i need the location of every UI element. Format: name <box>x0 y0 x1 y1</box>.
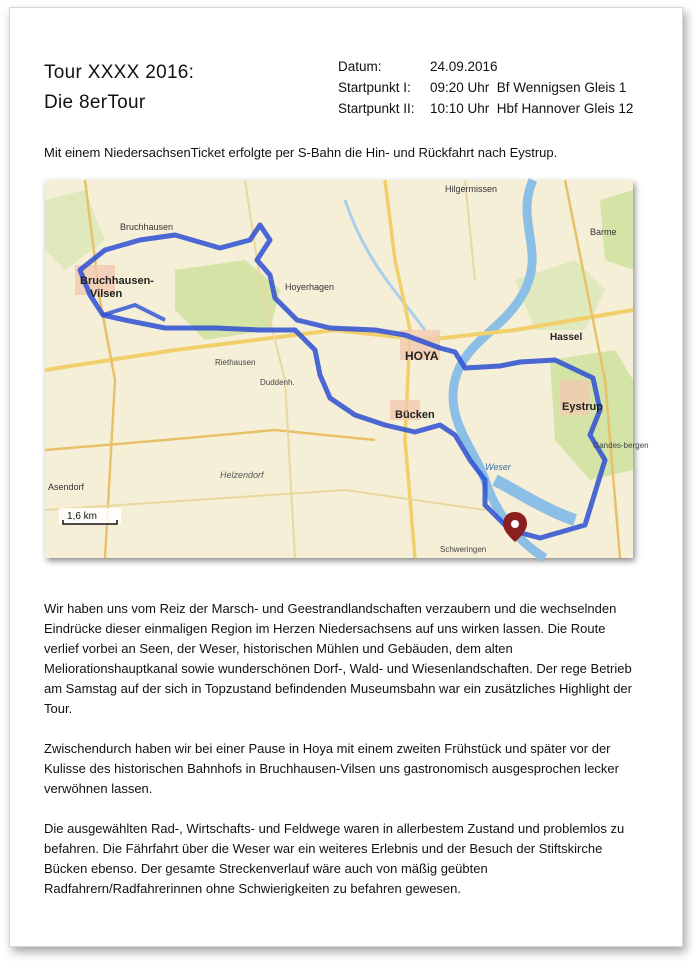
paragraph: Zwischendurch haben wir bei einer Pause in Hoya mit einem zweiten Frühstück und später vor der Kulisse des historischen Bahnhofs in Bruchhausen-Vilsen uns gastronomisch ausgesprochen lecker verwöhnen lassen. <box>44 741 619 796</box>
paragraph: Die ausgewählten Rad-, Wirtschafts- und Feldwege waren in allerbestem Zustand und problemlos zu befahren. Die Fährfahrt über die Weser war ein weiteres Erlebnis und der Besuch der Stiftskirche Bücken ebenso. Der gesamte Streckenverlauf wäre auch von mäßig geübten Radfahrern/Radfahrerinnen ohne Schwierigkeiten zu befahren gewesen. <box>44 821 625 896</box>
tour-title-line2: Die 8erTour <box>44 92 146 113</box>
map-label-weser: Weser <box>485 462 511 472</box>
map-label-hoya: HOYA <box>405 349 439 363</box>
intro-text: Mit einem NiedersachsenTicket erfolgte per S-Bahn die Hin- und Rückfahrt nach Eystrup. <box>44 145 558 160</box>
map-label-riethausen: Riethausen <box>215 358 256 367</box>
paragraph: Wir haben uns vom Reiz der Marsch- und Geestrandlandschaften verzaubern und die wechselnden Eindrücke dieser einmaligen Region im Herzen Niedersachsens auf uns wirken lassen. Die Route verlief vorbei an Seen, der Weser, historischen Mühlen und Gebäuden, dem alten Meliorationshauptkanal sowie wunderschönen Dorf-, Wald- und Wiesenlandschaften. Der rege Betrieb am Samstag auf der sich in Topzustand befindenden Museumsbahn war ein zusätzliches Highlight der Tour. <box>44 601 632 716</box>
meta-value: 24.09.2016 <box>430 59 498 74</box>
meta-key: Datum: <box>338 59 382 74</box>
map-label-hassel: Hassel <box>550 332 583 343</box>
body-text <box>44 599 634 919</box>
route-map <box>45 180 649 558</box>
map-label-eystrup: Eystrup <box>562 401 603 413</box>
meta-row-start2 <box>338 98 633 119</box>
meta-value: 10:10 Uhr Hbf Hannover Gleis 12 <box>430 101 634 116</box>
map-label-helzendorf: Helzendorf <box>220 470 264 480</box>
map-label-hoyerhagen: Hoyerhagen <box>285 282 335 292</box>
map-label-asendorf: Asendorf <box>48 482 85 492</box>
tour-title-line1: Tour XXXX 2016: <box>44 62 195 83</box>
meta-row-start1 <box>338 77 633 98</box>
map-label-bruchhausen-vilsen-1: Bruchhausen- <box>80 275 154 287</box>
tour-meta <box>338 56 633 119</box>
map-label-schweringen: Schweringen <box>440 545 487 554</box>
map-scale-label: 1,6 km <box>67 511 98 522</box>
map-label-gandesbergen: Gandes-bergen <box>593 441 649 450</box>
map-label-bruchhausen-vilsen-2: Vilsen <box>90 288 123 300</box>
route-map-svg <box>45 180 649 558</box>
tour-title <box>44 58 194 118</box>
map-label-duddenhausen: Duddenh. <box>260 378 295 387</box>
map-label-bruchhausen: Bruchhausen <box>120 222 174 232</box>
map-label-hilgermissen: Hilgermissen <box>445 184 498 194</box>
meta-row-date <box>338 56 633 77</box>
meta-value: 09:20 Uhr Bf Wennigsen Gleis 1 <box>430 80 627 95</box>
meta-key: Startpunkt II: <box>338 101 415 116</box>
map-label-barme: Barme <box>590 227 617 237</box>
map-label-bucken: Bücken <box>395 409 435 421</box>
meta-key: Startpunkt I: <box>338 80 411 95</box>
map-scale-bar <box>59 508 121 524</box>
